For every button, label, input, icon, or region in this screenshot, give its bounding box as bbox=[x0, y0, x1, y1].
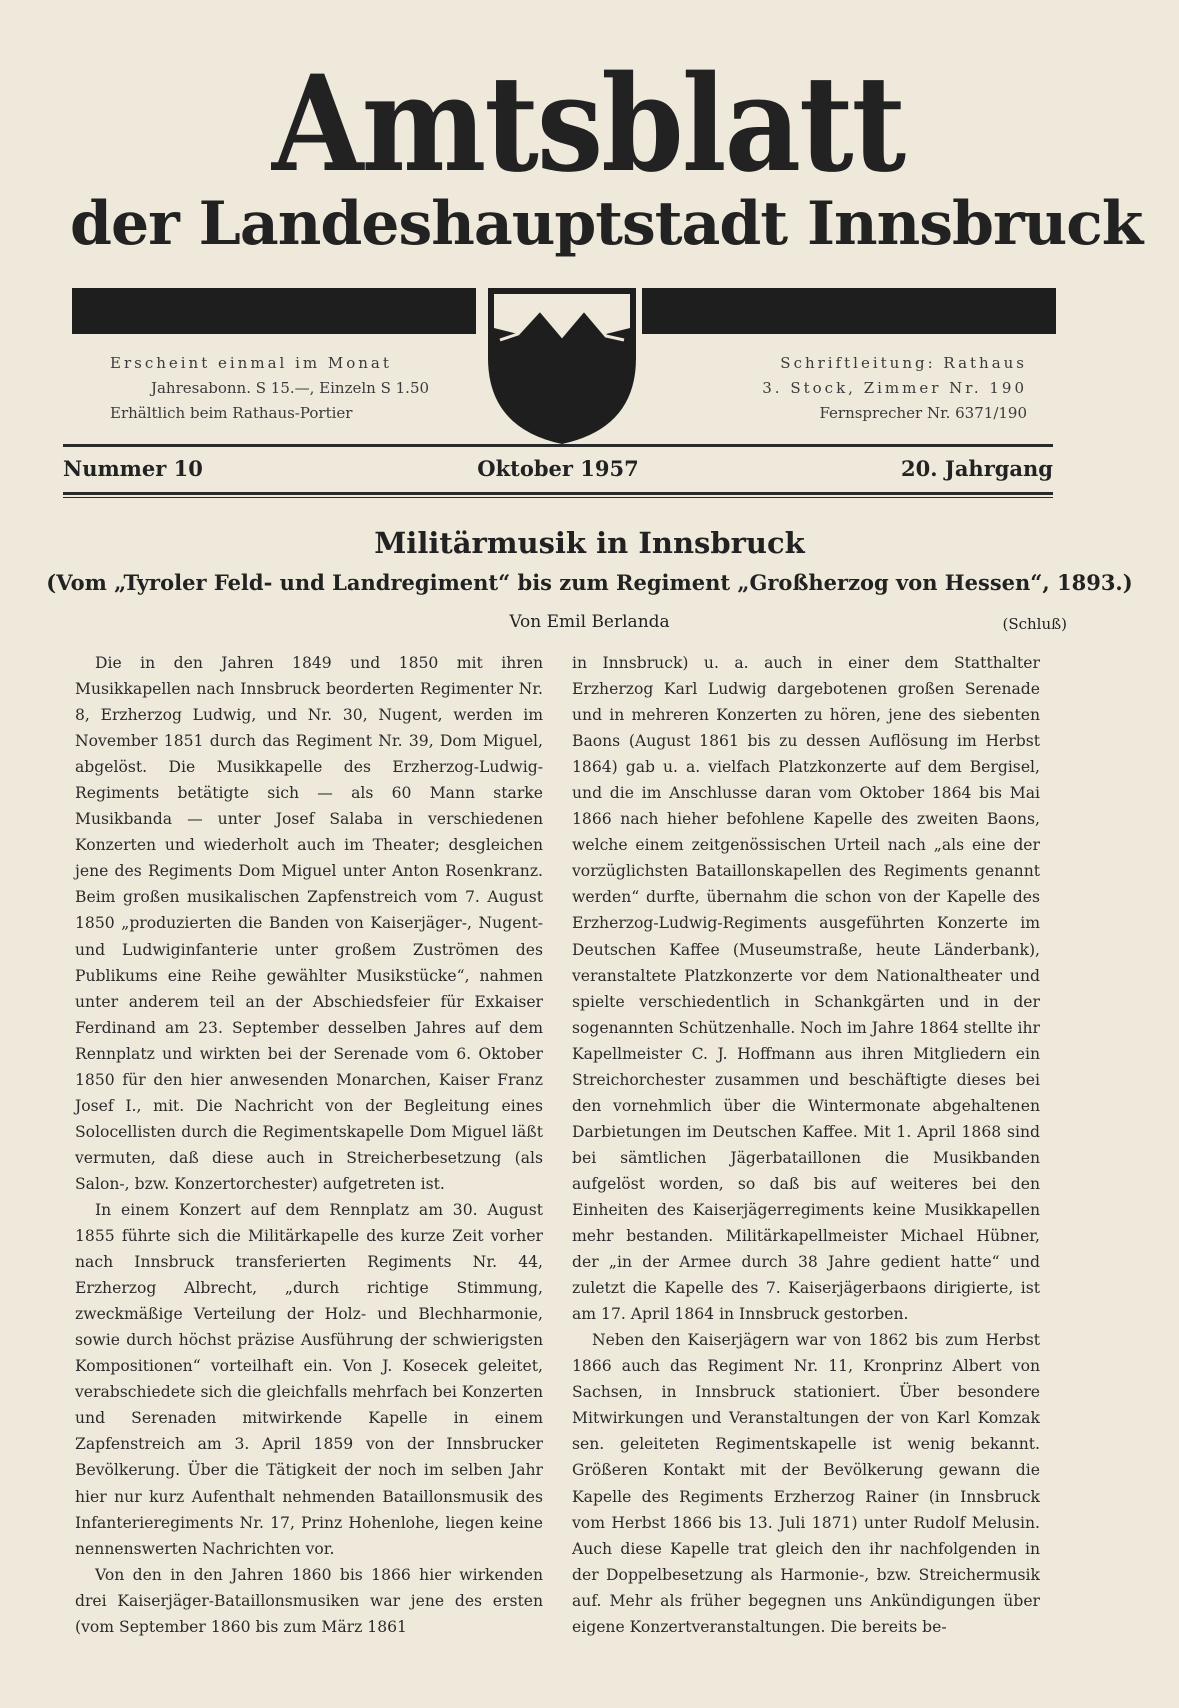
article-conclusion-note: (Schluß) bbox=[1002, 615, 1067, 633]
article-subtitle: (Vom „Tyroler Feld- und Landregiment“ bis zum Regiment „Großherzog von Hessen“, 1893.) bbox=[46, 570, 1133, 595]
info-phone: Fernsprecher Nr. 6371/190 bbox=[819, 404, 1027, 422]
article-author: Von Emil Berlanda bbox=[509, 612, 670, 632]
info-editorial: Schriftleitung: Rathaus bbox=[780, 354, 1027, 372]
masthead-title: Amtsblatt bbox=[271, 45, 905, 202]
city-crest-icon bbox=[488, 288, 636, 444]
paragraph: in Innsbruck) u. a. auch in einer dem Statthalter Erzherzog Karl Ludwig dargebotenen großen Serenade und in mehreren Konzerten zu hören, jene des siebenten Baons (August 1861 bis zu dessen Auflösung im Herbst 1864) gab u. a. vielfach Platzkonzerte auf dem Bergisel, und die im Anschlusse daran vom Oktober 1864 bis Mai 1866 nach hieher befohlene Kapelle des zweiten Baons, welche einem zeitgenössischen Urteil nach „als eine der vorzüglichsten Bataillonskapellen des Regiments genannt werden“ durfte, übernahm die schon von der Kapelle des Erzherzog-Ludwig-Regiments ausgeführten Konzerte im Deutschen Kaffee (Museumstraße, heute Länderbank), veranstaltete Platzkonzerte vor dem Nationaltheater und spielte verschiedentlich in Schankgärten und in der sogenannten Schützenhalle. Noch im Jahre 1864 stellte ihr Kapellmeister C. J. Hoffmann aus ihren Mitgliedern ein Streichorchester zusammen und beschäftigte dieses bei den vornehmlich über die Wintermonate abgehaltenen Darbietungen im Deutschen Kaffee. Mit 1. April 1868 sind bei sämtlichen Jägerbataillonen die Musikbanden aufgelöst worden, so daß bis auf weiteres bei den Einheiten des Kaiserjägerregiments keine Musikkapellen mehr bestanden. Militärkapellmeister Michael Hübner, der „in der Armee durch 38 Jahre gedient hatte“ und zuletzt die Kapelle des 7. Kaiserjägerbaons dirigierte, ist am 17. April 1864 in Innsbruck gestorben. bbox=[572, 654, 1041, 1324]
issue-volume: 20. Jahrgang bbox=[901, 456, 1053, 481]
masthead-band-right bbox=[642, 288, 1056, 334]
issue-rule-bottom bbox=[63, 492, 1053, 495]
issue-number: Nummer 10 bbox=[63, 456, 203, 481]
masthead-subtitle: der Landeshauptstadt Innsbruck bbox=[70, 189, 1143, 259]
paragraph: Von den in den Jahren 1860 bis 1866 hier wirkenden drei Kaiserjäger-Bataillonsmusiken war jene des ersten (vom September 1860 bis zum März 1861 bbox=[75, 1565, 543, 1636]
info-room: 3. Stock, Zimmer Nr. 190 bbox=[762, 379, 1027, 397]
info-availability: Erhältlich beim Rathaus-Portier bbox=[110, 404, 353, 422]
issue-rule-top bbox=[63, 444, 1053, 447]
masthead-info-left bbox=[110, 351, 470, 426]
issue-date: Oktober 1957 bbox=[477, 456, 639, 481]
paragraph: In einem Konzert auf dem Rennplatz am 30. August 1855 führte sich die Militärkapelle des kurze Zeit vorher nach Innsbruck transferierten Regiments Nr. 44, Erzherzog Albrecht, „durch richtige Stimmung, zweckmäßige Verteilung der Holz- und Blechharmonie, sowie durch höchst präzise Ausführung der schwierigsten Kompositionen“ vorteilhaft ein. Von J. Kosecek geleitet, verabschiedete sich die gleichfalls mehrfach bei Konzerten und Serenaden mitwirkende Kapelle in einem Zapfenstreich am 3. April 1859 von der Innsbrucker Bevölkerung. Über die Tätigkeit der noch im selben Jahr hier nur kurz Aufenthalt nehmenden Bataillonsmusik des Infanterieregiments Nr. 17, Prinz Hohenlohe, liegen keine nennenswerten Nachrichten vor. bbox=[75, 1200, 543, 1558]
article-column-left bbox=[75, 650, 543, 1640]
issue-rule-thin bbox=[63, 497, 1053, 498]
article-column-right bbox=[572, 650, 1040, 1640]
masthead-band-left bbox=[72, 288, 476, 334]
issue-line bbox=[63, 456, 1053, 486]
masthead-info-right bbox=[677, 351, 1027, 426]
article-title: Militärmusik in Innsbruck bbox=[374, 526, 805, 560]
paragraph: Die in den Jahren 1849 und 1850 mit ihren Musikkapellen nach Innsbruck beorderten Regimenter Nr. 8, Erzherzog Ludwig, und Nr. 30, Nugent, werden im November 1851 durch das Regiment Nr. 39, Dom Miguel, abgelöst. Die Musikkapelle des Erzherzog-Ludwig-Regiments betätigte sich — als 60 Mann starke Musikbanda — unter Josef Salaba in verschiedenen Konzerten und wiederholt auch im Theater; desgleichen jene des Regiments Dom Miguel unter Anton Rosenkranz. Beim großen musikalischen Zapfenstreich vom 7. August 1850 „produzierten die Banden von Kaiserjäger-, Nugent- und Ludwiginfanterie unter großem Zuströmen des Publikums eine Reihe gewählter Musikstücke“, nahmen unter anderem teil an der Abschiedsfeier für Exkaiser Ferdinand am 23. September desselben Jahres auf dem Rennplatz und wirkten bei der Serenade vom 6. Oktober 1850 für den hier anwesenden Monarchen, Kaiser Franz Josef I., mit. Die Nachricht von der Begleitung eines Solocellisten durch die Regimentskapelle Dom Miguel läßt vermuten, daß diese auch in Streicherbesetzung (als Salon-, bzw. Konzertorchester) aufgetreten ist. bbox=[75, 654, 543, 1193]
info-price: Jahresabonn. S 15.—, Einzeln S 1.50 bbox=[150, 379, 430, 397]
info-frequency: Erscheint einmal im Monat bbox=[110, 354, 392, 372]
paragraph: Neben den Kaiserjägern war von 1862 bis zum Herbst 1866 auch das Regiment Nr. 11, Kronprinz Albert von Sachsen, in Innsbruck stationiert. Über besondere Mitwirkungen und Veranstaltungen der von Karl Komzak sen. geleiteten Regimentskapelle ist wenig bekannt. Größeren Kontakt mit der Bevölkerung gewann die Kapelle des Regiments Erzherzog Rainer (in Innsbruck vom Herbst 1866 bis 13. Juli 1871) unter Rudolf Melusin. Auch diese Kapelle trat gleich den ihr nachfolgenden in der Doppelbesetzung als Harmonie-, bzw. Streichermusik auf. Mehr als früher begegnen uns Ankündigungen über eigene Konzertveranstaltungen. Die bereits be- bbox=[572, 1331, 1040, 1636]
